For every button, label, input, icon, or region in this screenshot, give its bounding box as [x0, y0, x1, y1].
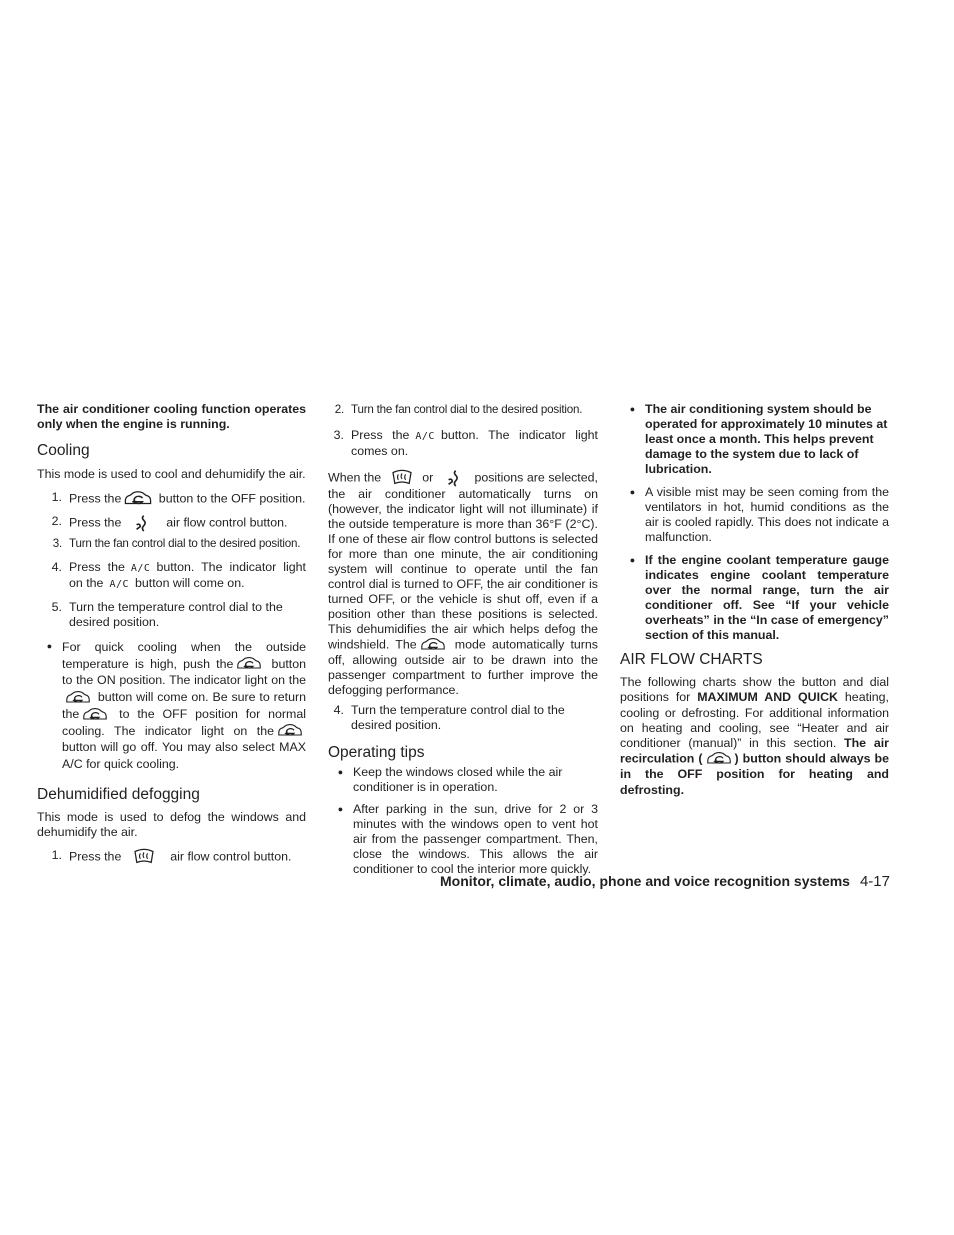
air-flow-charts-paragraph: The following charts show the button and dial positions for MAXIMUM AND QUICK heating, cooling or defrosting. For additional information on heating and cooling, see “Heater and air conditioner (manual)” in this section. The air recirculation ( ) button should always be in the OFF position for heating and defrosting. [620, 675, 890, 797]
cooling-step-4: 4. Press the A/C button. The indicator light on the A/C button will come on. [51, 560, 306, 590]
defogging-explanation: When the or positions are selected, the air conditioner automatically turns on (however, the indicator light will not illuminate) if the outside temperature is more than 36°F (2°C). If one of these air flow control buttons is selected for more than one minute, the air conditioning system will continue to operate until the fan control dial is turned to OFF, the air conditioner is turned OFF, or the vehicle is shut off, even if a position other than these positions is selected. This dehumidifies the air which helps defog the windshield. The mode automatically turns off, allowing outside air to be drawn into the passenger compartment to further improve the defogging performance. [328, 470, 598, 697]
bullet-icon: ● [629, 555, 636, 565]
cooling-heading: Cooling [37, 442, 90, 459]
foot-vent-icon [441, 469, 467, 487]
air-recirculation-icon [121, 490, 155, 508]
quick-cooling-bullet: ● For quick cooling when the outside temperature is high, push the button to the ON position. The indicator light on the button will come on. Be sure to return the to the OFF position for normal cooling. The indicator light on the button will go off. You may also select MAX A/C for quick cooling. [37, 639, 306, 773]
air-recirculation-icon [233, 656, 265, 672]
defrost-icon [389, 469, 415, 487]
air-flow-charts-heading: AIR FLOW CHARTS [620, 651, 763, 668]
defogging-description: This mode is used to defog the windows and dehumidify the air. [37, 809, 306, 839]
cooling-step-3: 3. Turn the fan control dial to the desired position. [52, 537, 301, 550]
bullet-icon: ● [46, 641, 53, 651]
tip-item: ● Keep the windows closed while the air conditioner is in operation. [328, 765, 598, 795]
cooling-step-5: 5. Turn the temperature control dial to the desired position. [51, 600, 283, 629]
overheat-bullet: ● If the engine coolant temperature gauge indicates engine coolant temperature over the normal range, turn the air conditioner off. See “If your vehicle overheats” in the “In case of emergency” section of this manual. [620, 553, 889, 643]
bullet-icon: ● [629, 404, 636, 414]
defogging-step-1: 1. Press the air flow control button. [37, 848, 306, 866]
column-middle [328, 402, 598, 877]
tip-item: ● After parking in the sun, drive for 2 or 3 minutes with the windows open to vent hot air from the passenger compartment. Then, close the windows. This allows the air conditioner to cool the interior more quickly. [328, 802, 598, 877]
ac-button-label: A/C [130, 563, 151, 574]
column-left [37, 402, 306, 866]
mist-bullet: ● A visible mist may be seen coming from the ventilators in hot, humid conditions as the air is cooled rapidly. This does not indicate a malfunction. [620, 485, 889, 545]
air-recirculation-icon [62, 690, 94, 706]
air-recirculation-icon [79, 707, 111, 723]
air-recirculation-icon [703, 751, 735, 767]
section-title: Monitor, climate, audio, phone and voice recognition systems [440, 873, 850, 889]
bullet-icon: ● [629, 487, 636, 497]
air-recirculation-icon [274, 723, 306, 739]
bullet-icon: ● [337, 767, 344, 777]
maintenance-bullet: ● The air conditioning system should be operated for approximately 10 minutes at least once a month. This helps prevent damage to the system due to lack of lubrication. [620, 402, 889, 477]
defrost-icon [127, 848, 161, 866]
defogging-step-4: 4. Turn the temperature control dial to the desired position. [333, 703, 565, 732]
foot-vent-icon [127, 514, 157, 532]
column-right [620, 402, 889, 798]
cooling-description: This mode is used to cool and dehumidify the air. [37, 467, 306, 481]
air-recirculation-icon [417, 637, 449, 653]
cooling-step-2: 2. Press the air flow control button. [37, 514, 306, 532]
ac-button-label: A/C [109, 579, 130, 590]
page-footer [420, 872, 890, 891]
bullet-icon: ● [337, 804, 344, 814]
ac-button-label: A/C [415, 431, 435, 442]
intro-warning: The air conditioner cooling function operates only when the engine is running. [37, 402, 306, 431]
defogging-step-3: 3. Press the A/C button. The indicator light comes on. [333, 428, 598, 458]
defogging-step-2: 2. Turn the fan control dial to the desired position. [334, 403, 583, 416]
operating-tips-heading: Operating tips [328, 744, 425, 761]
page-number: 4-17 [859, 873, 890, 890]
defogging-heading: Dehumidified defogging [37, 785, 200, 803]
cooling-step-1: 1. Press the button to the OFF position. [37, 490, 306, 508]
